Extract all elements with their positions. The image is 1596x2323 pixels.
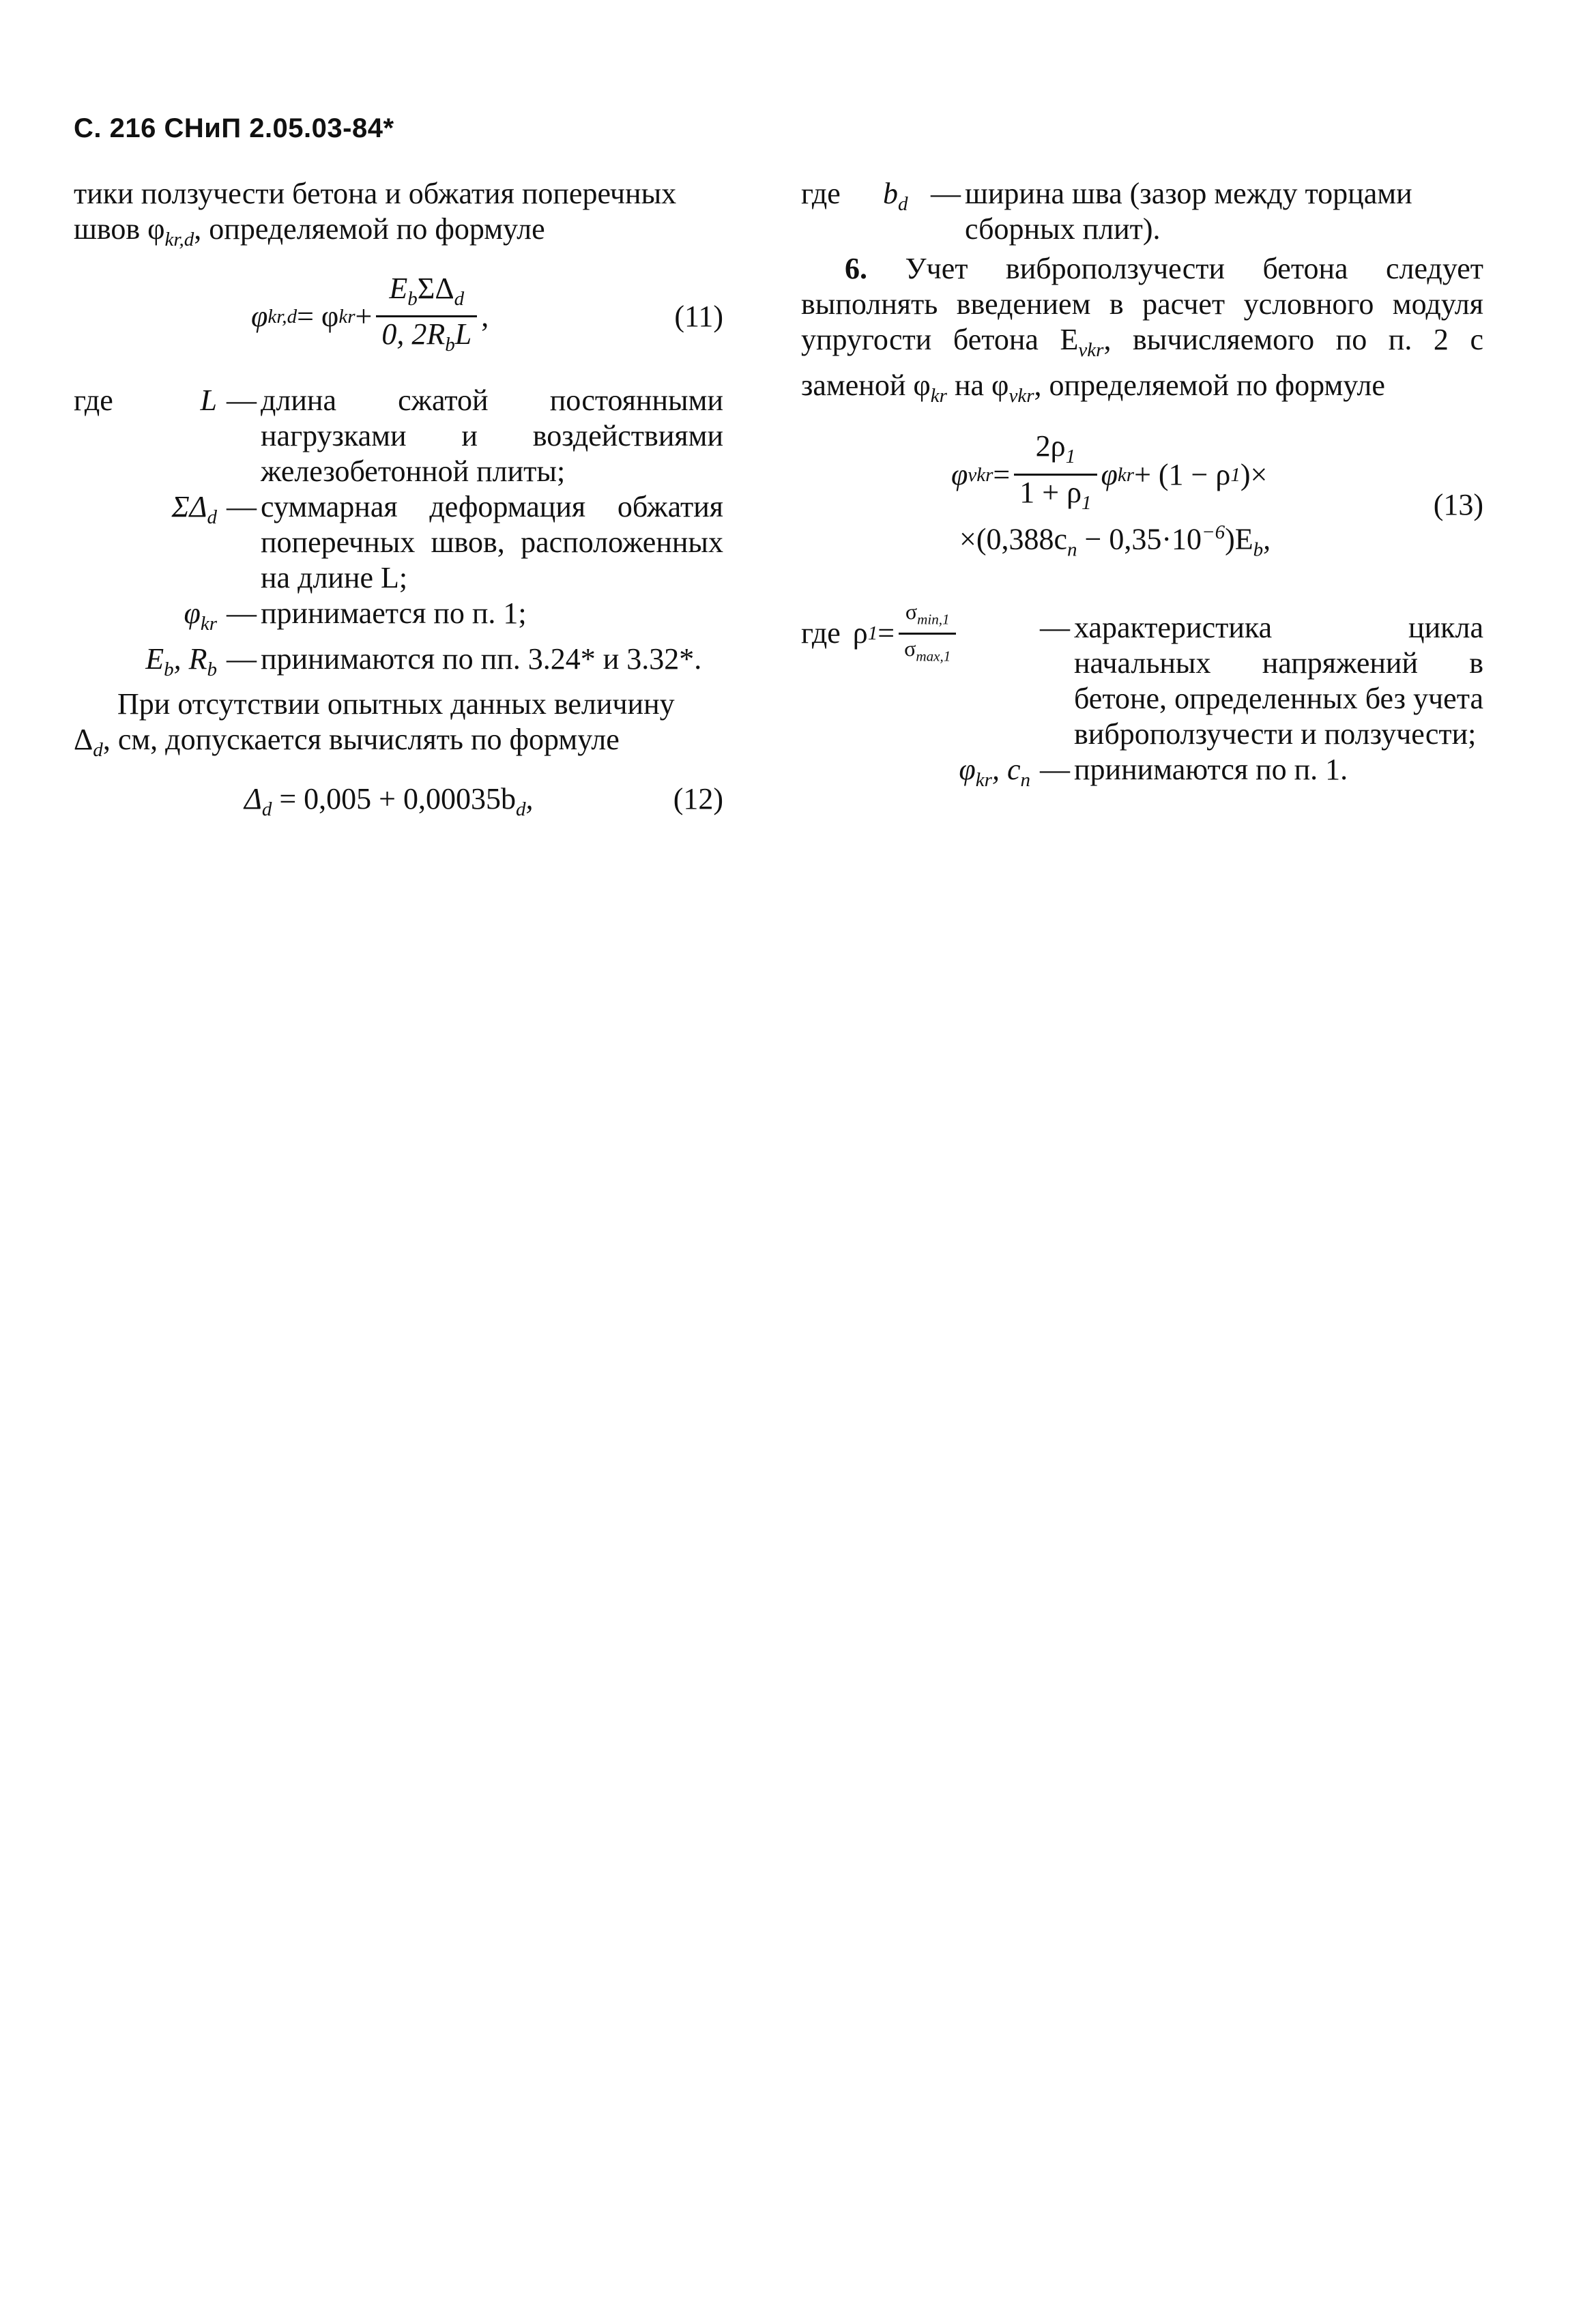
section-6-paragraph <box>801 251 1483 414</box>
f11-num-e-sub: b <box>407 287 418 310</box>
definition-dash: — <box>931 177 961 210</box>
formula-11-lhs: φ <box>251 299 268 333</box>
p6-text-3: на φ <box>946 368 1009 402</box>
definition-text: ширина шва (зазор между торцами сборных плит). <box>965 177 1412 246</box>
para2-line-2: , см, допускается вычислять по формуле <box>102 723 620 757</box>
p6-sub-1: vkr <box>1078 338 1104 361</box>
formula-11-tail: , <box>481 299 489 333</box>
definition-dash: — <box>227 641 257 676</box>
formula-13-fraction <box>1014 429 1097 520</box>
p6-sub-2: kr <box>930 384 947 407</box>
definition-dash: — <box>227 596 257 630</box>
f13-lhs: φ <box>951 457 968 491</box>
definition-text: характеристика цикла начальных напряжений в бетоне, определенных без учета виброползучести и ползучести; <box>1074 610 1483 751</box>
f13-den-sub: 1 <box>1082 491 1092 514</box>
formula-11-fraction <box>376 272 477 362</box>
f13-numerator <box>1030 429 1081 474</box>
definition-symbol <box>121 641 227 687</box>
formula-11-mid: = φ <box>297 299 339 333</box>
bd-definition <box>801 176 1483 247</box>
f11-den-r: 0, 2R <box>381 317 446 351</box>
where-label: где <box>801 616 841 650</box>
definition-text: принимаются по пп. 3.24* и 3.32*. <box>261 641 702 676</box>
equation-number-12: (12) <box>673 782 723 816</box>
where-label: где <box>801 177 841 210</box>
phi-sym2: , c <box>991 752 1021 786</box>
f13-rest-end: )× <box>1240 457 1268 491</box>
f11-num-sum-sub: d <box>454 287 465 310</box>
definition-symbol <box>801 752 1040 798</box>
f12-delta-sub: d <box>261 798 272 820</box>
formula-11-numerator <box>383 272 469 316</box>
f13-line2-sup: −6 <box>1201 521 1225 543</box>
definition-symbol <box>121 489 227 535</box>
rho-numerator <box>900 598 955 633</box>
rho-fraction <box>899 598 956 670</box>
intro-line-1: тики ползучести бетона и обжатия поперечных <box>74 177 677 210</box>
formula-11 <box>74 271 723 357</box>
definition-text: длина сжатой постоянными нагрузками и воздействиями железобетонной плиты; <box>261 383 723 488</box>
def-sym-sum-sub: d <box>207 506 217 528</box>
formula-13 <box>801 429 1483 561</box>
f11-num-sum: ΣΔ <box>417 271 454 305</box>
definition-symbol <box>883 176 931 222</box>
rho-denominator <box>899 635 956 669</box>
rho-den: σ <box>904 635 916 661</box>
f13-line2-end: )E <box>1225 522 1253 556</box>
f13-line2-mid: − 0,35·10 <box>1077 522 1202 556</box>
f13-phi-sub: kr <box>1117 463 1135 486</box>
f11-den-r-sub: b <box>445 334 455 356</box>
def-sym-phi-sub: kr <box>200 612 217 635</box>
rho-definition <box>801 598 1483 752</box>
f13-lhs-sub: vkr <box>968 463 993 486</box>
formula-13-line-1 <box>951 429 1268 514</box>
definition-symbol <box>121 383 227 418</box>
phi-sym: φ <box>959 752 976 786</box>
f13-phi: φ <box>1101 457 1118 491</box>
equation-number-11: (11) <box>674 299 723 333</box>
rho-lhs-sub: 1 <box>867 622 878 645</box>
formula-11-plus: + <box>355 299 373 333</box>
f12-body: = 0,005 + 0,00035b <box>272 782 516 816</box>
f13-rest: + (1 − ρ <box>1134 457 1231 491</box>
intro-subscript: kr,d <box>164 228 194 250</box>
formula-12 <box>74 781 723 821</box>
bd-sym-sub: d <box>898 192 908 215</box>
p6-text-2: , вычисляемого по п. 2 с заменой φ <box>801 323 1483 402</box>
f12-tail: , <box>525 782 534 816</box>
f12-body-sub: d <box>515 798 526 820</box>
left-column <box>74 176 723 835</box>
def-sym-l: L <box>200 383 217 417</box>
para2-delta: Δ <box>74 723 93 757</box>
f13-num-sub: 1 <box>1065 446 1076 468</box>
f13-rest-sub: 1 <box>1230 463 1240 486</box>
p6-text-1: Учет виброползучести бетона следует выполнять введением в расчет условного модуля упругости бетона E <box>801 252 1483 356</box>
right-column <box>801 176 1483 797</box>
f13-line2: ×(0,388c <box>959 522 1067 556</box>
definition-dash: — <box>227 489 257 523</box>
definition-text: принимается по п. 1; <box>261 596 527 630</box>
def-sym-e: E <box>145 641 164 676</box>
definition-symbol <box>121 596 227 641</box>
f13-line2-tail: , <box>1263 522 1271 556</box>
rho-num: σ <box>905 598 918 624</box>
def-sym-phi: φ <box>184 596 201 630</box>
f13-denominator <box>1014 476 1097 520</box>
definition-dash: — <box>227 383 257 417</box>
def-sym-sum: ΣΔ <box>171 489 207 523</box>
formula-11-lhs-sub: kr,d <box>267 305 298 328</box>
f13-line2-sub: n <box>1067 538 1077 561</box>
para2-delta-sub: d <box>93 739 103 762</box>
f13-line2-sub2: b <box>1253 538 1264 561</box>
f12-delta: Δ <box>244 782 262 816</box>
rho-num-sub: min,1 <box>917 610 950 627</box>
f13-eq: = <box>993 457 1011 491</box>
formula-12-expression <box>244 781 534 827</box>
def-sym-r-sub: b <box>207 658 217 680</box>
page-header: С. 216 СНиП 2.05.03-84* <box>74 113 394 143</box>
formula-11-denominator <box>376 317 477 362</box>
phi-sub2: n <box>1020 768 1030 791</box>
intro-paragraph <box>74 176 723 257</box>
def-sym-r: , R <box>173 641 207 676</box>
equation-number-13: (13) <box>1433 487 1483 521</box>
definition-row <box>74 596 723 641</box>
definition-row <box>74 383 723 489</box>
bd-sym: b <box>883 177 898 210</box>
rho-eq: = <box>877 616 895 650</box>
definitions-list <box>74 383 723 687</box>
f13-num: 2ρ <box>1035 429 1066 463</box>
formula-11-expression <box>251 271 489 357</box>
paragraph-2 <box>74 687 723 722</box>
f13-den: 1 + ρ <box>1019 476 1082 510</box>
definition-row <box>74 641 723 687</box>
paragraph-2-cont <box>74 722 723 768</box>
rho-lhs: ρ <box>852 616 868 650</box>
phi-definition <box>801 752 1483 798</box>
formula-13-line-2 <box>959 515 1271 567</box>
def-sym-e-sub: b <box>164 658 174 680</box>
section-number: 6. <box>845 252 867 285</box>
intro-text: швов φ <box>74 212 165 246</box>
intro-text-tail: , определяемой по формуле <box>194 212 545 246</box>
where-label: где <box>74 383 113 417</box>
definition-text: суммарная деформация обжатия поперечных швов, расположенных на длине L; <box>261 489 723 594</box>
formula-11-mid-sub: kr <box>338 305 356 328</box>
definition-row <box>74 489 723 596</box>
p6-text-4: , определяемой по формуле <box>1034 368 1385 402</box>
rho-den-sub: max,1 <box>916 648 951 665</box>
p6-sub-3: vkr <box>1009 384 1034 407</box>
phi-sub: kr <box>975 768 992 791</box>
f11-den-l: L <box>454 317 472 351</box>
para2-line-1: При отсутствии опытных данных величину <box>117 687 675 721</box>
rho-formula <box>801 598 1040 670</box>
definition-dash: — <box>1040 752 1070 786</box>
f11-num-e: E <box>389 271 408 305</box>
definition-dash: — <box>1040 610 1070 644</box>
definition-text: принимаются по п. 1. <box>1074 752 1348 786</box>
